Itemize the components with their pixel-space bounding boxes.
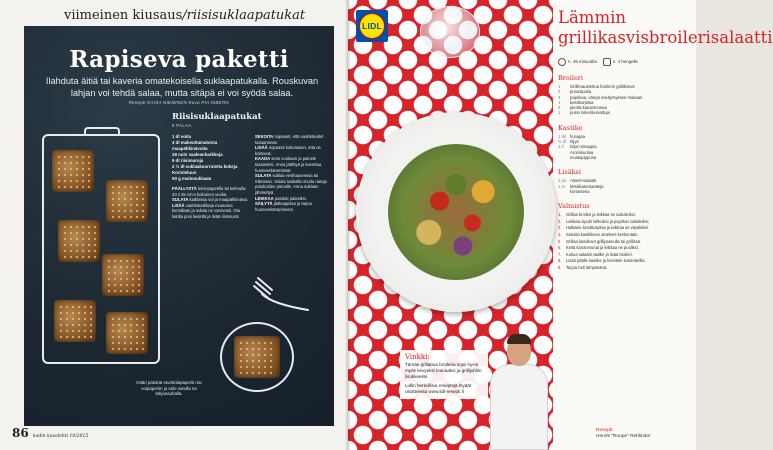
recipe-portions: 8 PALAA	[172, 123, 192, 128]
tip-title: Vinkki:	[405, 353, 430, 361]
ingredient-item: 1 dl voita	[172, 134, 192, 139]
intro-text: Ilahduta äitiä tai kaveria omatekoisella suklaapatukalla. Rouskuvan lahjan voi tehdä salaa, mutta sitäpä ei voi syödä salaa.	[45, 76, 319, 98]
method-step: 2. Leikkaa sipulit lohkoiksi ja paprikat suikaleiksi.	[558, 218, 650, 224]
group-title: Kastike	[558, 123, 583, 132]
step-item: LISÄÄ vaahtokarkkeja muutama kerrallaan ja sulata ne varovasti. Ota kattila pois liedeltä ja lisää riisimurot.	[172, 202, 240, 219]
step-item: PÄÄLLYSTÄ leivinpaperilla tai kelmulla 20 x 25 cm:n kokoinen vuoka.	[172, 186, 246, 197]
step-item: LISÄÄ nopeasti kokonaiset, että ne kostuvat.	[255, 145, 321, 156]
ingredient-row: 3 paprikaa, värejä mieltymyksen mukaan	[558, 94, 643, 100]
ingredient-row: 1 pussi sokerikuivattuja	[558, 110, 610, 116]
ingredient-item: 4 dl makeuttamatonta maapähkinävoita	[172, 140, 218, 151]
tray-handle	[84, 127, 120, 135]
grilled-salad-image	[388, 144, 524, 280]
ingredient-item: 2 ½ dl suklaakuorrutetta kokeja	[172, 164, 238, 169]
plate-icon	[603, 58, 611, 66]
ingredient-row: Aromisuolaa	[570, 149, 594, 155]
logo-text: LIDL	[361, 21, 383, 31]
wine-glass-image	[420, 6, 480, 58]
step-item: SULATA kattilassa voi ja maapähkinävoi.	[172, 197, 249, 203]
ingredient-item: 9 dl riisimuroja	[172, 158, 204, 163]
section-header	[64, 8, 305, 23]
right-page	[348, 0, 773, 450]
ingredient-item: 50 g maitosuklaata	[172, 176, 212, 181]
recipe-meta	[558, 58, 692, 66]
ingredient-row: 1 Grillimaustettua broilerin grillikoivet	[558, 84, 635, 89]
recipe-title: Lämmin grillikasvisbroilerisalaatti	[558, 8, 773, 47]
ingredient-row: 2 punasipulia	[558, 89, 592, 95]
chef-portrait	[488, 330, 550, 450]
steps-column-1	[172, 186, 249, 220]
ingredient-row: korianteria	[570, 188, 590, 194]
author-name: Henrik "Roope" Rehlinder	[596, 434, 651, 439]
photo-credit: Resepti KAISA NIEMINEN Kuva PIA INBERG	[128, 100, 230, 105]
recipe-author	[596, 428, 651, 440]
method-step: 7. Kokoa salaatti vadille ja lisää broileri.	[558, 251, 633, 257]
magazine-issue: kodin kuvalehti 10/2015	[32, 434, 89, 439]
section-sublabel: /riisisuklaapatukat	[182, 8, 306, 23]
ingredient-row: 1 kesäkurpitsa	[558, 99, 594, 105]
ingredient-list	[172, 134, 249, 182]
ingredient-group	[558, 124, 692, 160]
chef-hair	[507, 334, 531, 344]
method-step: 9. Tarjoa heti lämpimänä.	[558, 264, 608, 270]
method-step: 1. Grillaa broileri ja leikkaa se suikaleiksi.	[558, 212, 636, 218]
page-folio	[12, 426, 88, 440]
left-page	[0, 0, 348, 450]
rice-bar-image	[106, 180, 148, 222]
method-list	[558, 212, 692, 270]
ingredient-row: 1 rkl hunajaa	[558, 133, 585, 139]
chalk-plate-drawing	[220, 322, 294, 392]
ingredient-row: 2 pientä kananmunaa	[558, 105, 607, 111]
chef-coat	[490, 364, 548, 450]
method-group	[558, 202, 692, 270]
rice-bar-image	[234, 336, 280, 378]
page-number: 86	[12, 426, 29, 440]
ingredient-row: 1 tl Dijon-sinappia	[558, 144, 597, 150]
recipe-content	[558, 8, 773, 272]
recipe-block	[172, 112, 332, 220]
ingredient-group	[558, 74, 692, 116]
page-title: Rapiseva paketti	[69, 46, 289, 73]
ingredient-group	[558, 168, 692, 194]
rice-bar-image	[52, 150, 94, 192]
chalk-tray-drawing	[42, 134, 160, 364]
rice-bar-image	[106, 312, 148, 354]
food-photo	[348, 0, 553, 450]
clock-icon	[558, 58, 566, 66]
steps-column-2	[255, 134, 332, 212]
section-label: viimeinen kiusaus	[64, 8, 183, 23]
fork-chalk-icon	[252, 274, 312, 314]
recipe-title: Riisisuklaapatukat	[172, 112, 262, 122]
step-item: LEIKKAA patukat palasiksi.	[255, 195, 307, 201]
author-label: Resepti:	[596, 428, 614, 433]
method-step: 3. Halkaise kesäkurpitsa ja leikkaa se viipaleiksi.	[558, 225, 650, 231]
group-title: Lisäksi	[558, 168, 581, 177]
rice-bar-image	[54, 300, 96, 342]
method-step: 4. Sekoita kastikkeen ainekset keskenään.	[558, 231, 639, 237]
tip-box	[400, 350, 488, 399]
method-title: Valmistus	[558, 202, 590, 211]
ingredient-row: 1 rs kirsikkatomaatteja	[558, 183, 604, 189]
step-item: SEKOITA nopeasti, että vaahtokarkit tasaantuvat.	[255, 134, 324, 145]
step-item: SÄILYTÄ jääkaapissa ja tarjoa huoneenlämpöisenä.	[255, 201, 312, 212]
group-title: Broileri	[558, 74, 583, 82]
lidl-logo	[356, 10, 388, 42]
method-step: 8. Lisää päälle kastike ja koristele korianterilla.	[558, 258, 646, 264]
rice-bar-image	[102, 254, 144, 296]
page-gutter	[345, 0, 351, 450]
ingredient-item: Koristeluun	[172, 170, 197, 175]
ingredient-row: 1 ps Alnetti-salaatti	[558, 178, 597, 184]
tip-text: Tämän grillattua broileria sopii hyvin myös kevyeksi lounaaksi ja grillijuhliin lisukkeeksi.	[405, 362, 482, 379]
method-step: 6. Keitä kananmunat ja leikkaa ne puoliksi.	[558, 245, 639, 251]
rice-bar-image	[58, 220, 100, 262]
time-info: n. 45 minuuttia	[558, 58, 597, 66]
step-item: SULATA suklaa vesihauteessa tai mikrossa. Valuta lusikalla ohuita raitoja patukoiden pinnalle. Anna suklaan jähmettyä.	[255, 173, 327, 195]
serves-info: n. 4 hengelle	[603, 58, 638, 66]
salad-plate-image	[356, 112, 556, 312]
tip-source: Lidlin herkullisia reseptejä löydät osoitteesta www.lidl-resepti.fi	[405, 383, 472, 394]
chalkboard-photo	[24, 26, 334, 426]
ingredient-item: 28 noin vaaleanharkkeja	[172, 152, 223, 157]
step-item: KAADA seos vuokaan ja painele tasaiseksi. Anna jäähtyä ja kovettua huoneenlämmössä.	[255, 156, 322, 173]
method-step: 5. Grillaa kasvikset grillipannulla tai grillissä.	[558, 238, 642, 244]
photo-caption: Kääri patukat ravintolapaperiin tai voipaperiin ja sido narulla tai lahjanauhalla.	[136, 380, 202, 397]
ingredient-row: ½ dl öljyä	[558, 139, 579, 145]
ingredient-row: mustapippuria	[570, 154, 597, 160]
